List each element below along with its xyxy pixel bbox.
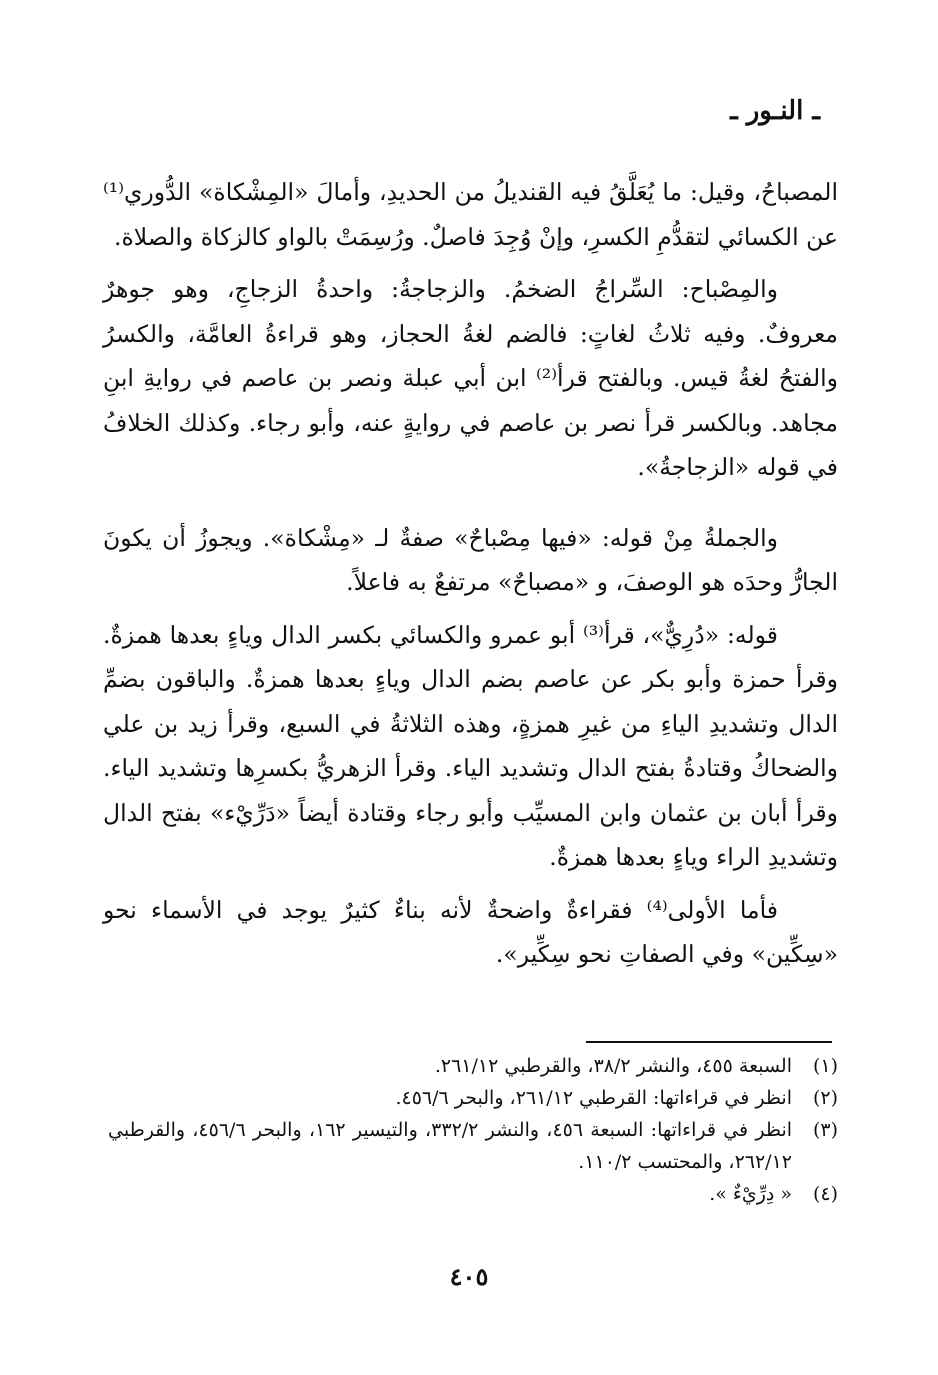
paragraph-1: المصباحُ، وقيل: ما يُعَلَّقُ فيه القنديلُ من الحديدِ، وأمالَ «المِشْكاة» الدُّوري⁽¹⁾ عن الكسائي لتقدُّمِ الكسرِ، وإنْ وُجِدَ فاصلٌ. ورُسِمَتْ بالواو كالزكاة والصلاة. xyxy=(103,178,838,251)
footnote-4 xyxy=(108,1178,838,1210)
main-text xyxy=(103,170,838,977)
footnote-text: « دِرِّيْءٌ ». xyxy=(709,1183,792,1205)
footnote-number: (١) xyxy=(812,1055,838,1077)
paragraph-4: قوله: «دُرِيٌّ»، قرأ⁽³⁾ أبو عمرو والكسائي بكسر الدال وياءٍ بعدها همزةٌ. وقرأ حمزة وأبو بكر عن عاصم بضم الدال وياءٍ بعدها همزةٌ. والباقون بضمِّ الدال وتشديدِ الياءِ من غيرِ همزةٍ، وهذه الثلاثةُ في السبع، وقرأ زيد بن علي والضحاكُ وقتادةُ بفتح الدال وتشديد الياء. وقرأ الزهريُّ بكسرِها وتشديد الياء. وقرأ أبان بن عثمان وابن المسيِّب وأبو رجاء وقتادة أيضاً «دَرِّيْء» بفتح الدال وتشديدِ الراء وياءٍ بعدها همزةٌ. xyxy=(103,620,838,871)
footnote-divider xyxy=(586,1041,832,1043)
footnote-number: (٤) xyxy=(812,1183,838,1205)
running-head: ـ النـور ـ xyxy=(730,96,820,126)
paragraph-5: فأما الأولى⁽⁴⁾ فقراءةٌ واضحةٌ لأنه بناءٌ كثيرٌ يوجد في الأسماء نحو «سِكِّين» وفي الصفاتِ نحو سِكِّير». xyxy=(103,895,838,968)
footnote-number: (٣) xyxy=(812,1119,838,1141)
footnote-3 xyxy=(108,1114,838,1178)
footnote-2 xyxy=(108,1082,838,1114)
footnote-text: السبعة ٤٥٥، والنشر ٣٨/٢، والقرطبي ٢٦١/١٢. xyxy=(434,1055,792,1077)
paragraph-2: والمِصْباح: السِّراجُ الضخمُ. والزجاجةُ: واحدةُ الزجاجِ، وهو جوهرٌ معروفٌ. وفيه ثلاثُ لغاتٍ: فالضم لغةُ الحجاز، وهو قراءةُ العامَّة، والكسرُ والفتحُ لغةُ قيس. وبالفتح قرأ⁽²⁾ ابن أبي عبلة ونصر بن عاصم في روايةِ ابنِ مجاهد. وبالكسر قرأ نصر بن عاصم في روايةٍ عنه، وأبو رجاء. وكذلك الخلافُ في قوله «الزجاجةُ». xyxy=(103,275,838,481)
footnote-text: انظر في قراءاتها: القرطبي ٢٦١/١٢، والبحر ٤٥٦/٦. xyxy=(395,1087,792,1109)
page-number: ٤٠٥ xyxy=(449,1262,489,1291)
footnote-text: انظر في قراءاتها: السبعة ٤٥٦، والنشر ٣٣٢/٢، والتيسير ١٦٢، والبحر ٤٥٦/٦، والقرطبي ٢٦٢/١٢، والمحتسب ١١٠/٢. xyxy=(108,1119,793,1173)
footnote-number: (٢) xyxy=(812,1087,838,1109)
footnotes xyxy=(108,1050,838,1210)
footnote-1 xyxy=(108,1050,838,1082)
paragraph-3: والجملةُ مِنْ قوله: «فيها مِصْباحٌ» صفةٌ لـ «مِشْكاة». ويجوزُ أن يكونَ الجارُّ وحدَه هو الوصفَ، و «مصباحٌ» مرتفعٌ به فاعلاً. xyxy=(103,523,838,596)
